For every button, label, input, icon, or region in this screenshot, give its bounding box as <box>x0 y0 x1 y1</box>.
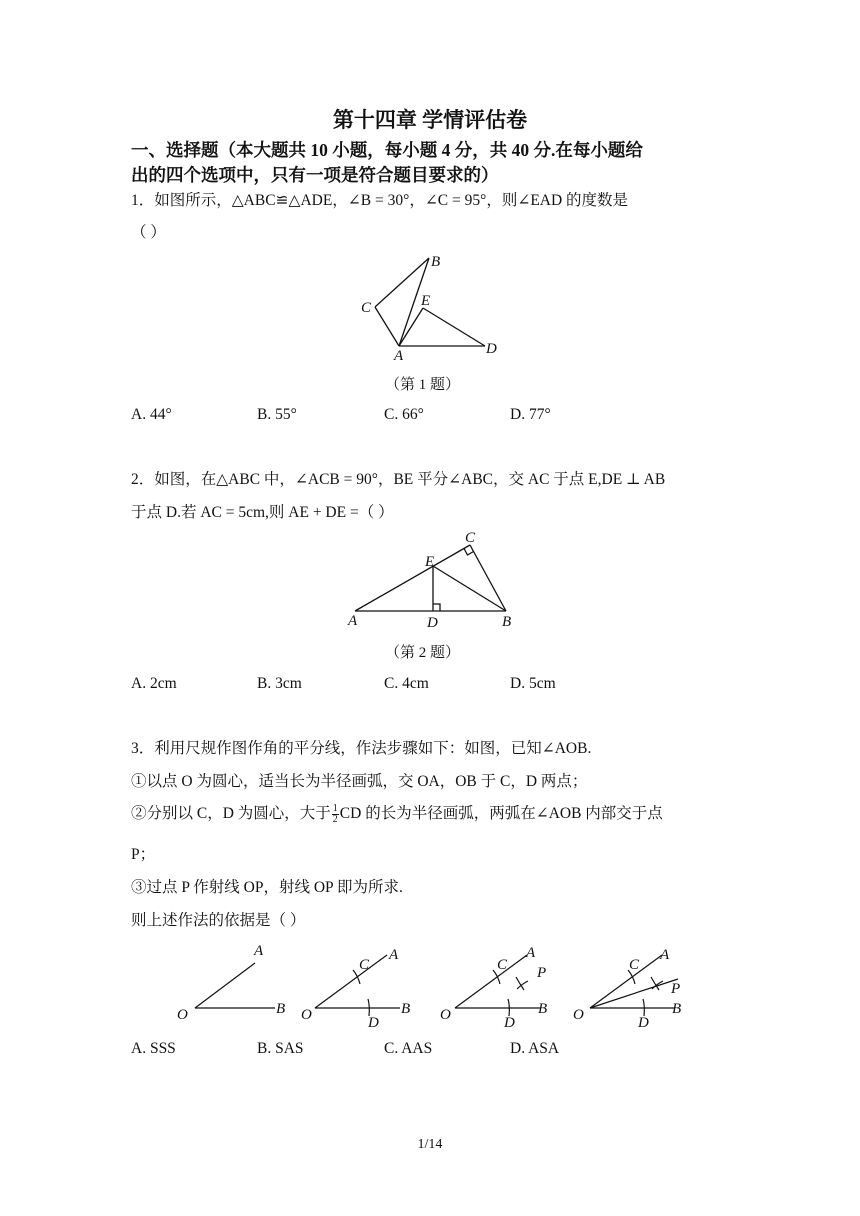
q3-fig1-label-a: A <box>254 943 264 959</box>
q2-right-angle-d <box>433 604 440 611</box>
q1-figure <box>355 250 505 365</box>
q3-fig2-ray-oa <box>315 955 387 1008</box>
q1-text-line1: 1．如图所示，△ABC≌△ADE，∠B = 30°，∠C = 95°，则∠EAD 的度数是 <box>131 192 629 209</box>
q3-figures <box>170 935 710 1030</box>
q3-fraction-denominator: 2 <box>332 813 338 825</box>
q3-step1: ①以点 O 为圆心，适当长为半径画弧，交 OA，OB 于 C，D 两点； <box>131 773 588 790</box>
q2-option-a: A. 2cm <box>131 675 177 692</box>
q3-fig2-label-c: C <box>359 957 370 973</box>
section-heading-line2: 出的四个选项中，只有一项是符合题目要求的） <box>131 165 499 185</box>
section-heading-line1: 一、选择题（本大题共 10 小题，每小题 4 分，共 40 分.在每小题给 <box>131 140 643 160</box>
q3-fig4-ray-oa <box>590 955 662 1008</box>
q3-fig2-label-a: A <box>389 947 399 963</box>
q3-option-d: D. ASA <box>510 1040 560 1057</box>
q1-segment-ae <box>399 308 423 346</box>
q1-label-b: B <box>431 254 441 270</box>
q3-fig2-label-o: O <box>301 1007 312 1023</box>
q3-fraction-half <box>332 804 339 825</box>
q2-option-d: D. 5cm <box>510 675 556 692</box>
q3-fig4-label-c: C <box>629 957 640 973</box>
q2-caption: （第 2 题） <box>385 645 461 661</box>
q3-fig4-label-d: D <box>638 1015 649 1030</box>
q3-fig2-label-b: B <box>401 1001 411 1017</box>
q1-label-a: A <box>394 348 404 364</box>
q3-fig4-label-b: B <box>672 1001 682 1017</box>
q1-segment-ca <box>375 307 399 346</box>
q2-option-b: B. 3cm <box>257 675 302 692</box>
q1-caption: （第 1 题） <box>385 377 461 393</box>
q3-fig4-label-p: P <box>671 981 681 997</box>
q1-label-e: E <box>421 293 431 309</box>
q3-fraction-numerator: 1 <box>332 802 338 814</box>
q3-fig1-label-o: O <box>177 1007 188 1023</box>
q3-option-a: A. SSS <box>131 1040 176 1057</box>
q1-text-line2: （ ） <box>131 224 166 241</box>
q3-fig3-label-p: P <box>537 965 547 981</box>
q3-fig3-label-b: B <box>538 1001 548 1017</box>
q1-label-d: D <box>486 341 497 357</box>
q3-step2-pre: ②分别以 C，D 为圆心，大于 <box>131 805 331 822</box>
q3-fig3-label-o: O <box>440 1007 451 1023</box>
q2-label-b: B <box>502 614 512 630</box>
q2-text-line2: 于点 D.若 AC = 5cm,则 AE + DE =（ ） <box>131 504 394 521</box>
q3-step3: ③过点 P 作射线 OP，射线 OP 即为所求. <box>131 879 403 896</box>
q3-text-line1: 3．利用尺规作图作角的平分线，作法步骤如下：如图，已知∠AOB. <box>131 740 592 757</box>
q2-figure <box>340 528 525 633</box>
q1-option-d: D. 77° <box>510 406 551 423</box>
q2-label-e: E <box>425 554 435 570</box>
q3-fig1-ray-oa <box>195 963 255 1008</box>
q2-segment-cb <box>470 545 506 611</box>
page-title: 第十四章 学情评估卷 <box>332 108 528 132</box>
page-number: 1/14 <box>417 1137 443 1152</box>
q3-fig3-label-a: A <box>526 945 536 961</box>
q1-label-c: C <box>361 300 372 316</box>
q1-option-a: A. 44° <box>131 406 172 423</box>
q3-option-c: C. AAS <box>384 1040 433 1057</box>
q2-label-c: C <box>465 530 476 546</box>
q2-label-a: A <box>348 613 358 629</box>
q3-step2-post: CD 的长为半径画弧，两弧在∠AOB 内部交于点 <box>339 805 663 822</box>
q1-option-c: C. 66° <box>384 406 424 423</box>
q2-option-c: C. 4cm <box>384 675 429 692</box>
q3-fig4-ray-op <box>590 979 681 1008</box>
q3-fig3-ray-oa <box>455 955 527 1008</box>
q2-segment-eb <box>433 566 506 611</box>
q3-fig3-label-c: C <box>497 957 508 973</box>
q3-fig1-label-b: B <box>276 1001 286 1017</box>
q3-fig3-label-d: D <box>504 1015 515 1030</box>
q2-text-line1: 2．如图，在△ABC 中，∠ACB = 90°，BE 平分∠ABC，交 AC 于点 E,DE ⊥ AB <box>131 471 666 488</box>
q3-fig2-label-d: D <box>368 1015 379 1030</box>
q3-question: 则上述作法的依据是（ ） <box>131 912 306 929</box>
q3-option-b: B. SAS <box>257 1040 304 1057</box>
q1-option-b: B. 55° <box>257 406 297 423</box>
q3-fig4-label-o: O <box>573 1007 584 1023</box>
q3-fig4-label-a: A <box>660 947 670 963</box>
q3-step2-continuation: P； <box>131 846 156 863</box>
q1-segment-ed <box>423 308 485 346</box>
q3-step2 <box>131 801 663 825</box>
q2-label-d: D <box>427 615 438 631</box>
